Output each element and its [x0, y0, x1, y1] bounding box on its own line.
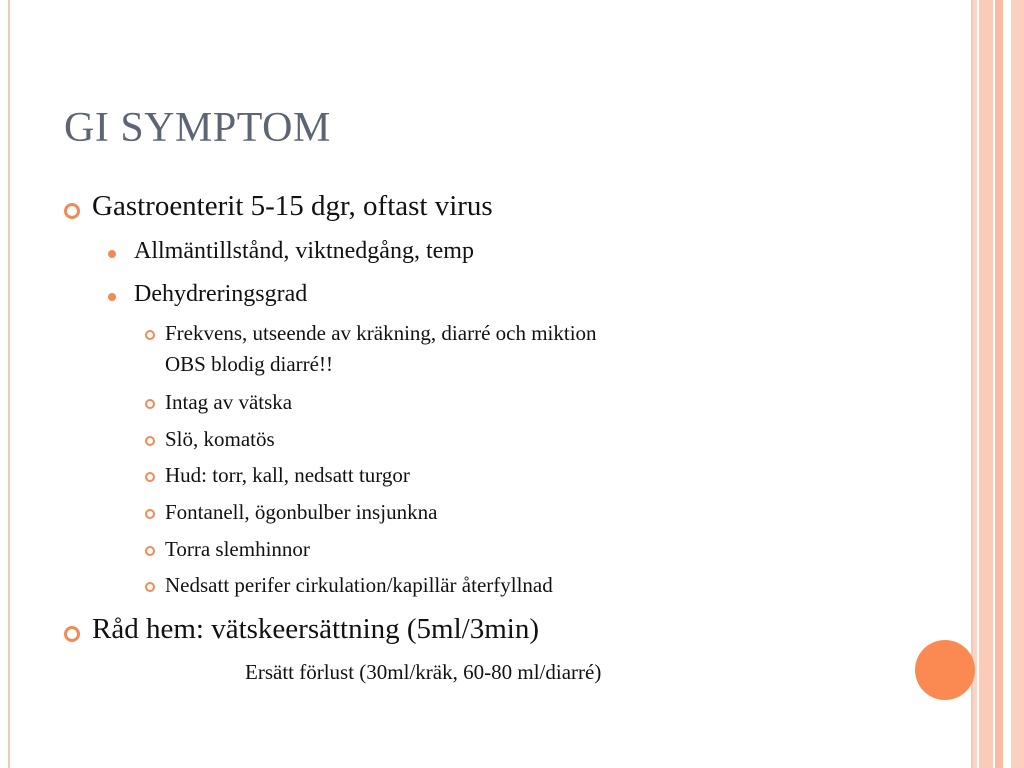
note-ersatt-forlust: Ersätt förlust (30ml/kräk, 60-80 ml/diarré): [245, 660, 602, 684]
ring-bullet-icon: [64, 626, 80, 642]
small-ring-bullet-icon: [145, 330, 155, 340]
small-ring-bullet-icon: [145, 436, 155, 446]
bullet-dehydreringsgrad: Dehydreringsgrad: [134, 281, 308, 307]
stripe: [995, 0, 1003, 768]
bullet-intag: Intag av vätska: [165, 390, 293, 414]
small-ring-bullet-icon: [145, 582, 155, 592]
stripe: [973, 0, 977, 768]
stripe: [979, 0, 993, 768]
small-ring-bullet-icon: [145, 546, 155, 556]
orange-circle-icon: [915, 640, 975, 700]
bullet-gastroenterit: Gastroenterit 5-15 dgr, oftast virus: [92, 190, 493, 222]
bullet-frekvens: [165, 318, 597, 380]
small-ring-bullet-icon: [145, 509, 155, 519]
small-ring-bullet-icon: [145, 399, 155, 409]
bullet-rad-hem: Råd hem: vätskeersättning (5ml/3min): [92, 613, 539, 645]
bullet-frekvens-line1: Frekvens, utseende av kräkning, diarré och miktion: [165, 321, 597, 345]
bullet-allmantillstand: Allmäntillstånd, viktnedgång, temp: [134, 238, 474, 264]
bullet-fontanell: Fontanell, ögonbulber insjunkna: [165, 500, 438, 524]
ring-bullet-icon: [64, 203, 80, 219]
decorative-stripes: [973, 0, 1024, 768]
dot-bullet-icon: [108, 293, 116, 301]
bullet-slo: Slö, komatös: [165, 427, 275, 451]
small-ring-bullet-icon: [145, 472, 155, 482]
dot-bullet-icon: [108, 250, 116, 258]
bullet-nedsatt: Nedsatt perifer cirkulation/kapillär återfyllnad: [165, 573, 553, 597]
bullet-frekvens-line2: OBS blodig diarré!!: [165, 352, 333, 376]
bullet-hud: Hud: torr, kall, nedsatt turgor: [165, 463, 410, 487]
stripe: [1005, 0, 1009, 768]
stripe: [1011, 0, 1024, 768]
slide-title: GI SYMPTOM: [64, 105, 331, 151]
bullet-torra: Torra slemhinnor: [165, 537, 310, 561]
